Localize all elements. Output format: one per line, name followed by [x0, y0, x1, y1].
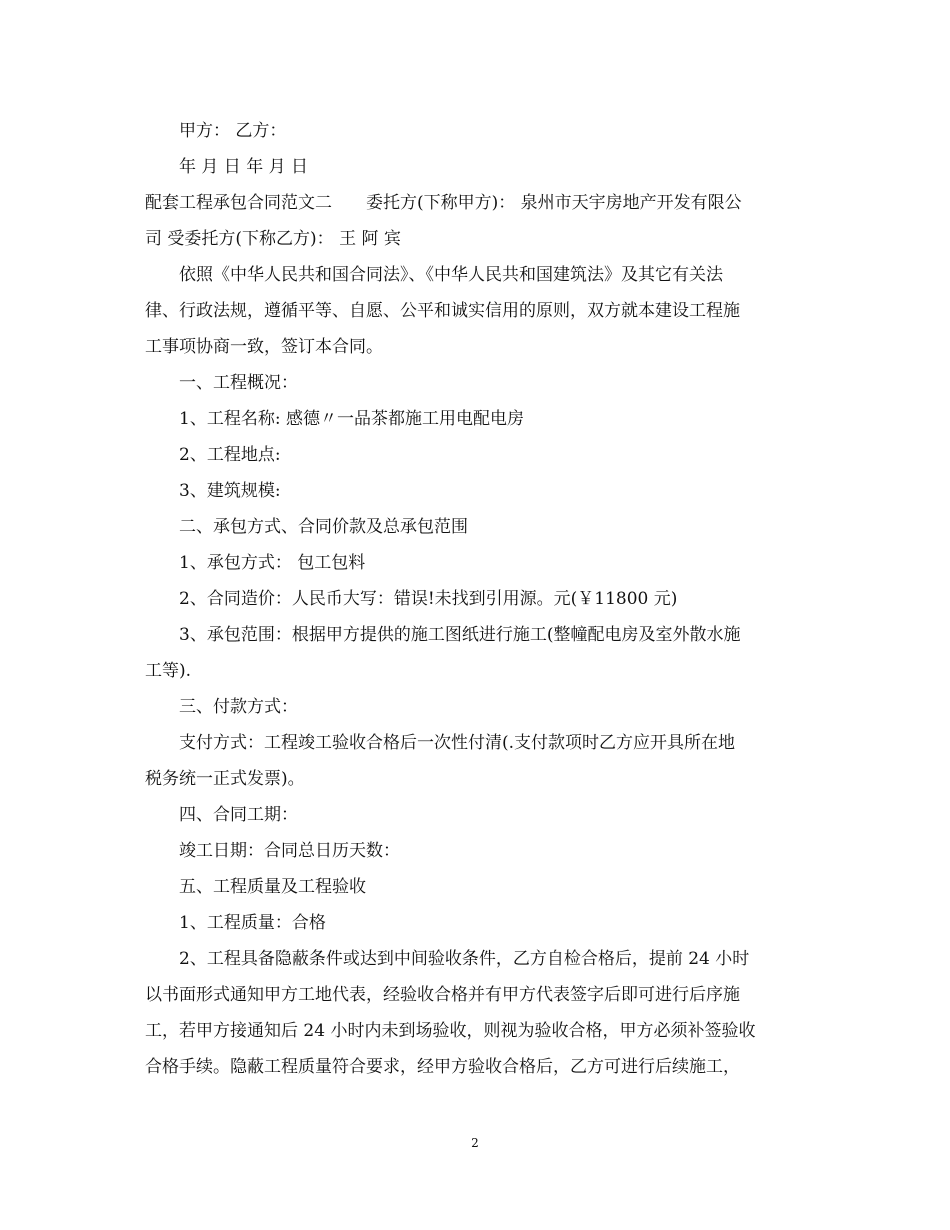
paragraph-line: 依照《中华人民共和国合同法》、《中华人民共和国建筑法》及其它有关法: [179, 265, 723, 285]
list-item: 1、承包方式： 包工包料: [179, 553, 366, 573]
page-number: 2: [471, 1136, 479, 1150]
section-heading: 五、工程质量及工程验收: [179, 877, 366, 897]
list-item: 1、工程质量：合格: [179, 913, 326, 933]
paragraph-line: 工，若甲方接通知后 24 小时内未到场验收，则视为验收合格，甲方必须补签验收: [145, 1021, 756, 1041]
paragraph-line: 合格手续。隐蔽工程质量符合要求，经甲方验收合格后，乙方可进行后续施工，: [145, 1057, 740, 1077]
paragraph-line: 支付方式：工程竣工验收合格后一次性付清(.支付款项时乙方应开具所在地: [179, 733, 736, 753]
list-item: 3、承包范围：根据甲方提供的施工图纸进行施工(整幢配电房及室外散水施: [179, 625, 741, 645]
contract-title-line: 配套工程承包合同范文二 委托方(下称甲方)： 泉州市天宇房地产开发有限公: [145, 193, 742, 213]
list-item: 2、工程地点:: [179, 445, 281, 465]
section-heading: 四、合同工期：: [179, 805, 298, 825]
list-item: 3、建筑规模:: [179, 481, 281, 501]
paragraph-line: 律、行政法规，遵循平等、自愿、公平和诚实信用的原则，双方就本建设工程施: [145, 301, 740, 321]
contract-party-line: 司 受委托方(下称乙方)： 王 阿 宾: [145, 229, 401, 249]
section-heading: 二、承包方式、合同价款及总承包范围: [179, 517, 468, 537]
paragraph-line: 税务统一正式发票)。: [145, 769, 305, 789]
document-body: [145, 113, 805, 1085]
section-heading: 三、付款方式：: [179, 697, 298, 717]
paragraph-line: 以书面形式通知甲方工地代表，经验收合格并有甲方代表签字后即可进行后序施: [145, 985, 740, 1005]
list-item: 1、工程名称: 感德〃一品茶都施工用电配电房: [179, 409, 524, 429]
list-item: 2、工程具备隐蔽条件或达到中间验收条件，乙方自检合格后，提前 24 小时: [179, 949, 750, 969]
list-item: 2、合同造价：人民币大写：错误!未找到引用源。元(￥11800 元): [179, 589, 678, 609]
signature-parties-line: 甲方： 乙方：: [179, 121, 287, 141]
paragraph-line: 工等).: [145, 661, 192, 681]
signature-date-line: 年 月 日 年 月 日: [179, 157, 309, 177]
paragraph-line: 工事项协商一致，签订本合同。: [145, 337, 383, 357]
section-heading: 一、工程概况：: [179, 373, 298, 393]
paragraph-line: 竣工日期：合同总日历天数：: [179, 841, 400, 861]
